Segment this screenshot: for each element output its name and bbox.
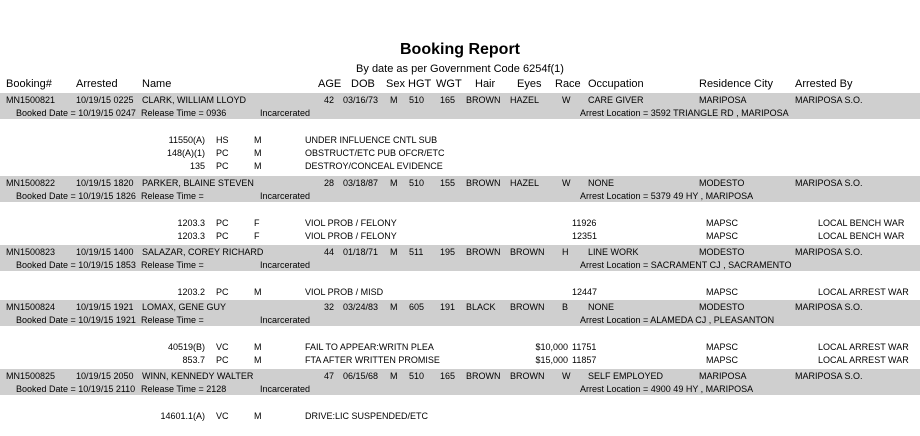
col-residence-city: Residence City (699, 78, 773, 90)
charge-type: PC (216, 287, 229, 297)
hair-value: BROWN (466, 95, 501, 105)
charge-level: M (254, 355, 262, 365)
person-name: LOMAX, GENE GUY (142, 302, 227, 312)
charge-code: 1203.2 (177, 287, 205, 297)
release-time: Release Time = 2128 (141, 384, 227, 394)
height-value: 510 (409, 95, 425, 105)
age-value: 44 (323, 247, 334, 257)
dob-value: 01/18/71 (343, 247, 379, 257)
case-number: 12447 (572, 287, 598, 297)
court-name: MAPSC (706, 355, 739, 365)
weight-value: 165 (440, 371, 456, 381)
dob-value: 03/24/83 (343, 302, 379, 312)
charge-code: 853.7 (182, 355, 205, 365)
dob-value: 03/18/87 (343, 178, 379, 188)
court-name: MAPSC (706, 218, 739, 228)
col-hair: Hair (475, 78, 496, 90)
sex-value: M (390, 371, 398, 381)
charge-type: PC (216, 161, 229, 171)
occupation-value: LINE WORK (588, 247, 639, 257)
booked-date: Booked Date = 10/19/15 0247 (16, 108, 136, 118)
charge-description: DESTROY/CONCEAL EVIDENCE (305, 161, 443, 171)
warrant-type: LOCAL ARREST WAR (818, 287, 909, 297)
charge-code: 40519(B) (167, 342, 205, 352)
charge-description: DRIVE:LIC SUSPENDED/ETC (305, 411, 429, 421)
race-value: W (562, 371, 571, 381)
dob-value: 03/16/73 (343, 95, 379, 105)
arrested-by-value: MARIPOSA S.O. (795, 178, 863, 188)
charge-type: VC (216, 411, 229, 421)
hair-value: BROWN (466, 371, 501, 381)
charge-code: 14601.1(A) (160, 411, 205, 421)
eyes-value: BROWN (510, 247, 545, 257)
race-value: H (562, 247, 569, 257)
arrested-datetime: 10/19/15 1921 (76, 302, 134, 312)
sex-value: M (390, 95, 398, 105)
dob-value: 06/15/68 (343, 371, 379, 381)
warrant-type: LOCAL BENCH WAR (818, 218, 905, 228)
charge-description: FAIL TO APPEAR:WRITN PLEA (305, 342, 434, 352)
col-age: AGE (318, 78, 342, 90)
report-subtitle: By date as per Government Code 6254f(1) (356, 63, 564, 75)
charge-description: OBSTRUCT/ETC PUB OFCR/ETC (305, 148, 445, 158)
age-value: 47 (323, 371, 334, 381)
arrested-datetime: 10/19/15 0225 (76, 95, 134, 105)
person-name: PARKER, BLAINE STEVEN (142, 178, 254, 188)
case-number: 11926 (572, 218, 597, 228)
charge-level: M (254, 161, 262, 171)
col-race: Race (555, 78, 581, 90)
charge-type: HS (216, 135, 229, 145)
booked-date: Booked Date = 10/19/15 2110 (16, 384, 136, 394)
occupation-value: SELF EMPLOYED (588, 371, 664, 381)
charge-type: PC (216, 231, 229, 241)
charge-description: VIOL PROB / FELONY (305, 231, 397, 241)
court-name: MAPSC (706, 231, 739, 241)
arrested-datetime: 10/19/15 2050 (76, 371, 134, 381)
court-name: MAPSC (706, 287, 739, 297)
charge-code: 11550(A) (168, 135, 205, 145)
residence-city-value: MODESTO (699, 247, 745, 257)
charge-type: PC (216, 355, 229, 365)
booking-number: MN1500822 (6, 178, 56, 188)
height-value: 511 (409, 247, 424, 257)
height-value: 510 (409, 371, 425, 381)
bail-amount: $15,000 (535, 355, 568, 365)
release-time: Release Time = (141, 191, 204, 201)
race-value: W (562, 178, 571, 188)
record-header-band (0, 176, 920, 202)
person-name: SALAZAR, COREY RICHARD (142, 247, 264, 257)
arrest-location: Arrest Location = SACRAMENT CJ , SACRAMENTO (580, 260, 792, 270)
age-value: 28 (323, 178, 334, 188)
charge-level: M (254, 411, 262, 421)
charge-description: VIOL PROB / FELONY (305, 218, 397, 228)
sex-value: M (390, 178, 398, 188)
release-time: Release Time = 0936 (141, 108, 227, 118)
custody-status: Incarcerated (260, 191, 311, 201)
warrant-type: LOCAL BENCH WAR (818, 231, 905, 241)
residence-city-value: MARIPOSA (699, 371, 747, 381)
arrest-location: Arrest Location = ALAMEDA CJ , PLEASANTON (580, 315, 775, 325)
height-value: 510 (409, 178, 425, 188)
booking-number: MN1500823 (6, 247, 56, 257)
case-number: 12351 (572, 231, 598, 241)
arrest-location: Arrest Location = 3592 TRIANGLE RD , MARIPOSA (580, 108, 789, 118)
eyes-value: BROWN (510, 302, 545, 312)
charge-type: PC (216, 218, 229, 228)
case-number: 11751 (572, 342, 597, 352)
custody-status: Incarcerated (260, 108, 311, 118)
arrest-location: Arrest Location = 4900 49 HY , MARIPOSA (580, 384, 754, 394)
booking-number: MN1500821 (6, 95, 56, 105)
charge-code: 1203.3 (177, 218, 205, 228)
charge-level: M (254, 287, 262, 297)
sex-value: M (390, 247, 398, 257)
arrested-datetime: 10/19/15 1400 (76, 247, 134, 257)
col-sex: Sex (386, 78, 405, 90)
person-name: WINN, KENNEDY WALTER (142, 371, 254, 381)
custody-status: Incarcerated (260, 384, 311, 394)
weight-value: 165 (440, 95, 456, 105)
arrested-datetime: 10/19/15 1820 (76, 178, 134, 188)
record-header-band (0, 300, 920, 326)
occupation-value: NONE (588, 178, 615, 188)
occupation-value: CARE GIVER (588, 95, 644, 105)
arrested-by-value: MARIPOSA S.O. (795, 247, 863, 257)
col-wgt: WGT (436, 78, 462, 90)
residence-city-value: MODESTO (699, 302, 745, 312)
booked-date: Booked Date = 10/19/15 1826 (16, 191, 136, 201)
weight-value: 155 (440, 178, 456, 188)
release-time: Release Time = (141, 315, 204, 325)
charge-description: VIOL PROB / MISD (305, 287, 384, 297)
charge-code: 148(A)(1) (166, 148, 205, 158)
eyes-value: BROWN (510, 371, 545, 381)
weight-value: 195 (440, 247, 456, 257)
col-dob: DOB (351, 78, 375, 90)
hair-value: BLACK (466, 302, 496, 312)
charge-level: M (254, 135, 262, 145)
custody-status: Incarcerated (260, 260, 311, 270)
booking-number: MN1500825 (6, 371, 56, 381)
age-value: 42 (323, 95, 334, 105)
court-name: MAPSC (706, 342, 739, 352)
charge-level: F (254, 231, 260, 241)
col-name: Name (142, 78, 172, 90)
occupation-value: NONE (588, 302, 615, 312)
arrested-by-value: MARIPOSA S.O. (795, 371, 863, 381)
eyes-value: HAZEL (510, 178, 540, 188)
col-eyes: Eyes (517, 78, 542, 90)
height-value: 605 (409, 302, 425, 312)
charge-description: UNDER INFLUENCE CNTL SUB (305, 135, 438, 145)
arrested-by-value: MARIPOSA S.O. (795, 302, 863, 312)
eyes-value: HAZEL (510, 95, 540, 105)
col-booking: Booking# (6, 78, 52, 90)
race-value: B (562, 302, 569, 312)
bail-amount: $10,000 (535, 342, 568, 352)
hair-value: BROWN (466, 247, 501, 257)
arrested-by-value: MARIPOSA S.O. (795, 95, 863, 105)
charge-level: M (254, 148, 262, 158)
col-hgt: HGT (408, 78, 432, 90)
col-occupation: Occupation (588, 78, 644, 90)
charge-level: M (254, 342, 262, 352)
release-time: Release Time = (141, 260, 204, 270)
col-arrested: Arrested (76, 78, 118, 90)
charge-level: F (254, 218, 260, 228)
race-value: W (562, 95, 571, 105)
charge-code: 1203.3 (177, 231, 205, 241)
age-value: 32 (323, 302, 334, 312)
booked-date: Booked Date = 10/19/15 1853 (16, 260, 136, 270)
booking-number: MN1500824 (6, 302, 56, 312)
weight-value: 191 (440, 302, 456, 312)
sex-value: M (390, 302, 398, 312)
warrant-type: LOCAL ARREST WAR (818, 342, 909, 352)
residence-city-value: MODESTO (699, 178, 745, 188)
arrest-location: Arrest Location = 5379 49 HY , MARIPOSA (580, 191, 754, 201)
person-name: CLARK, WILLIAM LLOYD (142, 95, 247, 105)
col-arrested-by: Arrested By (795, 78, 853, 90)
case-number: 11857 (572, 355, 597, 365)
hair-value: BROWN (466, 178, 501, 188)
report-title: Booking Report (400, 41, 520, 58)
residence-city-value: MARIPOSA (699, 95, 747, 105)
custody-status: Incarcerated (260, 315, 311, 325)
record-header-band (0, 369, 920, 395)
warrant-type: LOCAL ARREST WAR (818, 355, 909, 365)
charge-type: VC (216, 342, 229, 352)
charge-type: PC (216, 148, 229, 158)
charge-description: FTA AFTER WRITTEN PROMISE (305, 355, 440, 365)
booked-date: Booked Date = 10/19/15 1921 (16, 315, 136, 325)
charge-code: 135 (189, 161, 205, 171)
